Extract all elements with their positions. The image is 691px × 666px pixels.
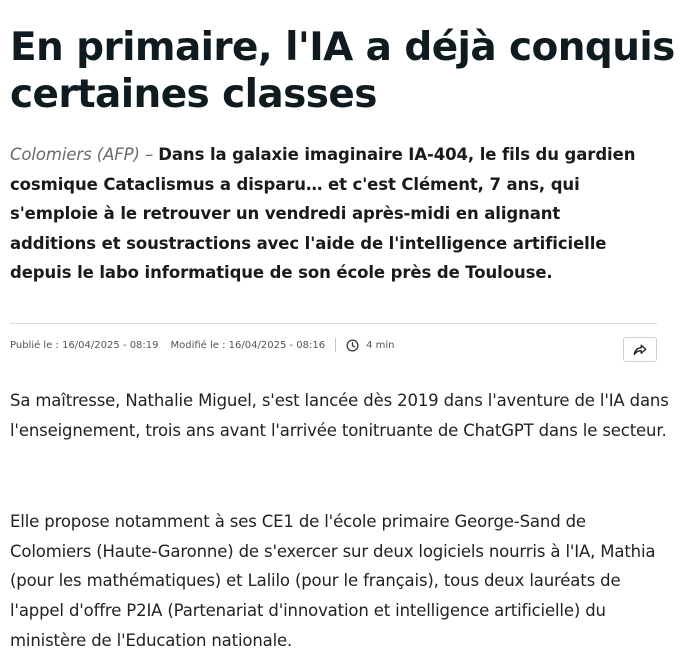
lead-text: Dans la galaxie imaginaire IA-404, le fils du gardien cosmique Cataclismus a disparu… et c'est Clément, 7 ans, qui s'emploie à le retrouver un vendredi après-midi en alignant additions et soustractions avec l'aide de l'intelligence artificielle depuis le labo informatique de son école près de Toulouse.: [10, 145, 636, 282]
headline-line-1: En primaire, l'IA a déjà conquis: [10, 25, 675, 70]
meta-divider: [10, 323, 657, 324]
lead-source: Colomiers (AFP) –: [10, 145, 154, 164]
share-arrow-icon: [633, 344, 647, 356]
article-headline: [10, 0, 691, 118]
clock-icon: [346, 339, 359, 352]
article-lead: [10, 140, 640, 288]
modified-date: Modifié le : 16/04/2025 - 08:16: [170, 339, 326, 351]
article-paragraph-2: Elle propose notamment à ses CE1 de l'école primaire George-Sand de Colomiers (Haute-Garonne) de s'exercer sur deux logiciels nourris à l'IA, Mathia (pour les mathématiques) et Lalilo (pour le français), tous deux lauréats de l'appel d'offre P2IA (Partenariat d'innovation et intelligence artificielle) du ministère de l'Education nationale.: [10, 512, 656, 650]
published-date: Publié le : 16/04/2025 - 08:19: [10, 339, 159, 351]
article-paragraph-1: Sa maîtresse, Nathalie Miguel, s'est lancée dès 2019 dans l'aventure de l'IA dans l'enseignement, trois ans avant l'arrivée tonitruante de ChatGPT dans le secteur.: [10, 391, 669, 440]
article-meta: [10, 338, 395, 352]
read-time: 4 min: [366, 339, 395, 351]
meta-separator: [335, 338, 336, 352]
headline-line-2: certaines classes: [10, 72, 377, 117]
share-button[interactable]: [623, 337, 657, 362]
